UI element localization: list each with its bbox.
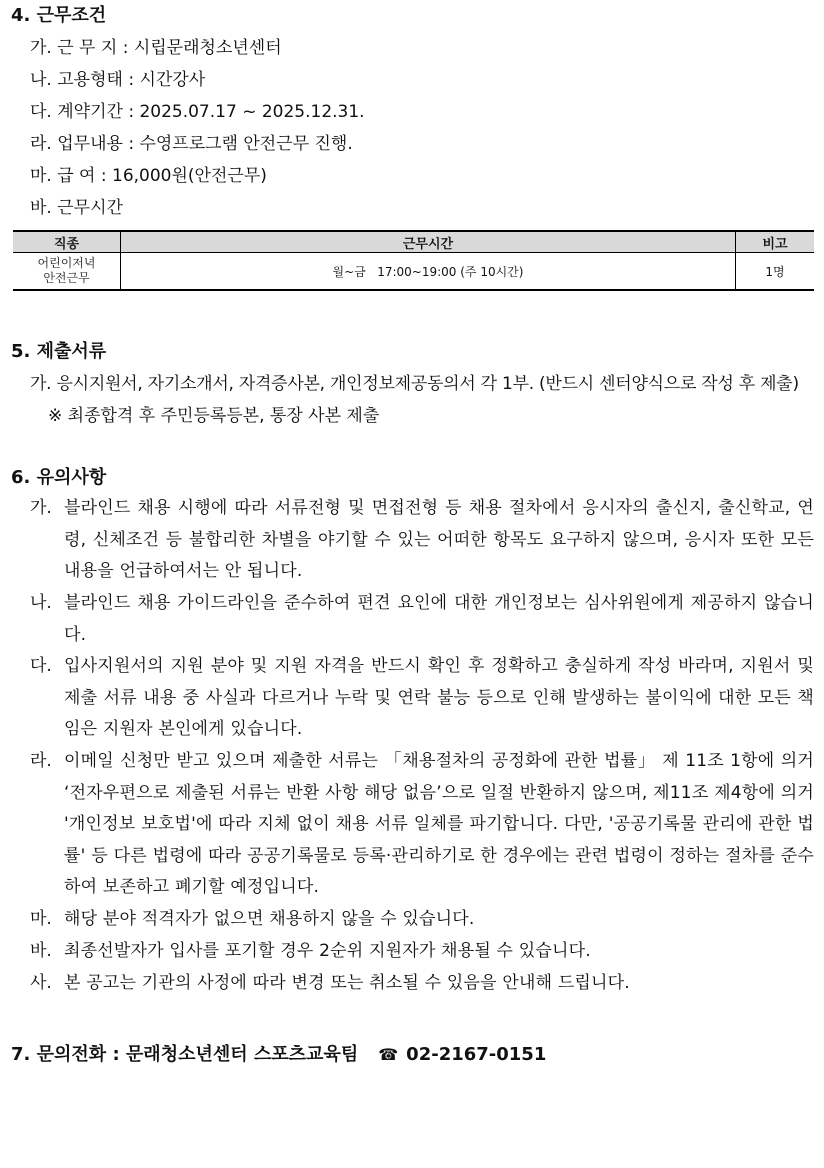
notice-marker: 라.	[30, 751, 52, 771]
job-line-2: 안전근무	[43, 271, 90, 285]
notice-marker: 사.	[30, 973, 52, 993]
notice-text: 입사지원서의 지원 분야 및 지원 자격을 반드시 확인 후 정확하고 충실하게 작성 바라며, 지원서 및 제출 서류 내용 중 사실과 다르거나 누락 및 연락 불능 등으로 인해 발생하는 불이익에 대한 모든 책임은 지원자 본인에게 있습니다.	[64, 656, 814, 739]
header-hours: 근무시간	[121, 231, 736, 253]
header-note: 비고	[736, 231, 815, 253]
notice-marker: 다.	[30, 656, 52, 676]
notice-item	[30, 651, 814, 746]
section-7-heading	[11, 1040, 546, 1066]
salary: 마. 급 여 : 16,000원(안전근무)	[30, 166, 267, 186]
table-row	[13, 253, 814, 291]
job-line-1: 어린이저녁	[37, 256, 96, 270]
notice-marker: 마.	[30, 909, 52, 929]
notice-text: 블라인드 채용 가이드라인을 준수하여 편견 요인에 대한 개인정보는 심사위원에게 제공하지 않습니다.	[64, 593, 814, 645]
cell-hours: 월~금 17:00~19:00 (주 10시간)	[121, 253, 736, 291]
header-job: 직종	[13, 231, 121, 253]
notice-item	[30, 746, 814, 904]
cell-job	[13, 253, 121, 291]
notice-marker: 바.	[30, 941, 52, 961]
required-documents: 가. 응시지원서, 자기소개서, 자격증사본, 개인정보제공동의서 각 1부. (반드시 센터양식으로 작성 후 제출)	[30, 374, 799, 394]
work-schedule-table	[13, 230, 814, 291]
notice-marker: 나.	[30, 593, 52, 613]
phone-icon: ☎	[378, 1045, 399, 1064]
work-hours-label: 바. 근무시간	[30, 198, 123, 218]
job-duties: 라. 업무내용 : 수영프로그램 안전근무 진행.	[30, 134, 353, 154]
notice-item	[30, 968, 814, 1000]
notice-item	[30, 493, 814, 588]
notice-text: 블라인드 채용 시행에 따라 서류전형 및 면접전형 등 채용 절차에서 응시자의 출신지, 출신학교, 연령, 신체조건 등 불합리한 차별을 야기할 수 있는 어떠한 항목도 요구하지 않으며, 응시자 또한 모든 내용을 언급하여서는 안 됩니다.	[64, 498, 814, 581]
notice-item	[30, 904, 814, 936]
final-pass-note: ※ 최종합격 후 주민등록등본, 통장 사본 제출	[48, 406, 380, 426]
contact-label: 7. 문의전화 : 문래청소년센터 스포츠교육팀	[11, 1044, 359, 1065]
contract-period: 다. 계약기간 : 2025.07.17 ~ 2025.12.31.	[30, 102, 365, 122]
employment-type: 나. 고용형태 : 시간강사	[30, 70, 206, 90]
notice-text: 본 공고는 기관의 사정에 따라 변경 또는 취소될 수 있음을 안내해 드립니다.	[64, 973, 630, 993]
cell-note: 1명	[736, 253, 815, 291]
notice-text: 최종선발자가 입사를 포기할 경우 2순위 지원자가 채용될 수 있습니다.	[64, 941, 591, 961]
notice-text: 해당 분야 적격자가 없으면 채용하지 않을 수 있습니다.	[64, 909, 475, 929]
phone-number: 02-2167-0151	[406, 1044, 547, 1065]
notice-marker: 가.	[30, 498, 52, 518]
notice-text: 이메일 신청만 받고 있으며 제출한 서류는 「채용절차의 공정화에 관한 법률」 제 11조 1항에 의거 ‘전자우편으로 제출된 서류는 반환 사항 해당 없음’으로 일절 반환하지 않으며, 제11조 제4항에 의거 '개인정보 보호법'에 따라 지체 없이 채용 서류 일체를 파기합니다. 다만, '공공기록물 관리에 관한 법률' 등 다른 법령에 따라 공공기록물로 등록·관리하기로 한 경우에는 관련 법령이 정하는 절차를 준수하여 보존하고 폐기할 예정입니다.	[64, 751, 814, 897]
section-5-heading: 5. 제출서류	[11, 341, 107, 362]
table-header-row	[13, 231, 814, 253]
notice-item	[30, 588, 814, 651]
work-location: 가. 근 무 지 : 시립문래청소년센터	[30, 38, 282, 58]
section-6-heading: 6. 유의사항	[11, 467, 107, 488]
section-4-heading: 4. 근무조건	[11, 5, 107, 26]
notice-item	[30, 936, 814, 968]
